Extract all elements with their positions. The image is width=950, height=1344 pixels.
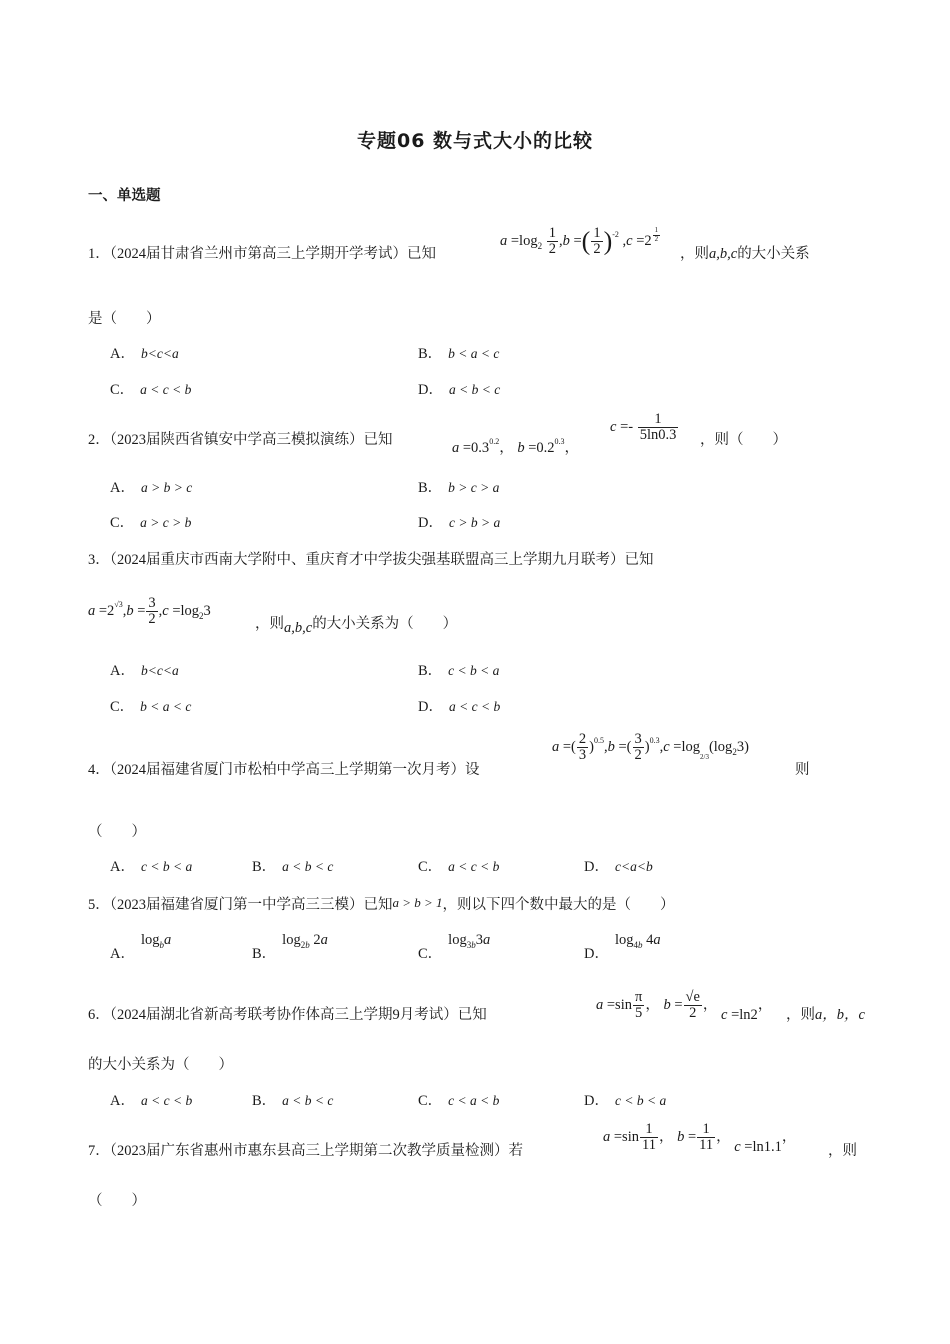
option-value: b < a < c — [140, 699, 192, 714]
text: ，则 — [680, 246, 709, 262]
option-label: B． — [252, 859, 277, 875]
question-source: （2024届重庆市西南大学附中、重庆育才中学拔尖强基联盟高三上学期九月联考）已知 — [109, 552, 654, 568]
option-c[interactable] — [418, 1089, 499, 1110]
text: 的大小关系 — [737, 246, 810, 262]
question-2-tail: ，则（ ） — [700, 432, 787, 448]
option-value: a < b < c — [448, 382, 501, 397]
question-5 — [88, 893, 675, 914]
option-label: A． — [110, 663, 135, 679]
option-value: c < b < a — [614, 1093, 667, 1108]
option-label: B． — [252, 946, 277, 962]
option-value: a < b < c — [282, 1093, 334, 1108]
text: ，则以下四个数中最大的是（ ） — [442, 897, 675, 913]
option-value: b<c<a — [140, 346, 179, 361]
option-value: b < a < c — [448, 346, 500, 361]
option-label: D． — [584, 859, 609, 875]
question-source: （2023届陕西省镇安中学高三模拟演练）已知 — [109, 432, 393, 448]
option-a[interactable] — [110, 1089, 192, 1110]
question-number: 2． — [88, 432, 110, 448]
option-value: c < b < a — [448, 663, 500, 678]
variables: a,b,c — [284, 620, 313, 636]
option-value: b > c > a — [448, 480, 500, 495]
option-label: A． — [110, 1093, 135, 1109]
question-3 — [88, 548, 654, 569]
question-number: 7． — [88, 1143, 110, 1159]
question-7 — [88, 1139, 523, 1160]
option-label: A． — [110, 859, 135, 875]
question-number: 5． — [88, 897, 110, 913]
question-number: 4． — [88, 762, 110, 778]
question-6-formula: a =sin $\frac{\pi}{5}$ ， b = $\frac{√e}{2}$ ， c =ln2， — [596, 989, 773, 1024]
option-d[interactable] — [584, 1089, 666, 1110]
option-value: a > b > c — [140, 480, 193, 495]
question-6 — [88, 1003, 487, 1024]
question-source: （2024届湖北省新高考联考协作体高三上学期9月考试）已知 — [109, 1007, 487, 1023]
option-a[interactable] — [110, 342, 179, 363]
option-label: B． — [418, 480, 443, 496]
option-b[interactable] — [252, 855, 333, 876]
option-value: b<c<a — [140, 663, 179, 678]
option-b[interactable]: B．$\log_{2b} 2a$ — [252, 932, 328, 962]
option-a[interactable] — [110, 659, 179, 680]
question-3-formula: $a =2^{√3},b$ = $\frac{3}{2}$ $,c =\log_23$ — [88, 595, 211, 628]
option-value: a > c > b — [140, 515, 192, 530]
option-label: A． — [110, 480, 135, 496]
variables: a，b，c — [815, 1007, 865, 1023]
option-label: C． — [110, 382, 135, 398]
option-value: c<a<b — [614, 859, 653, 874]
section-heading: 一、单选题 — [88, 188, 161, 204]
option-d[interactable] — [418, 511, 500, 532]
option-c[interactable] — [418, 855, 499, 876]
question-1-formula: $a =\log_2$ $\frac{1}{2}$ ,b =( $\frac{1}{2}$ )$^{-2}$ ,c =2 $^{\frac{1}{2}}$ — [500, 225, 659, 258]
option-b[interactable] — [418, 659, 499, 680]
question-source: （2023届广东省惠州市惠东县高三上学期第二次教学质量检测）若 — [109, 1143, 523, 1159]
text: ，则 — [255, 616, 284, 632]
option-value: a < c < b — [140, 382, 192, 397]
text: 的大小关系为（ ） — [312, 616, 458, 632]
option-a[interactable] — [110, 855, 192, 876]
option-a[interactable]: A．$\log_ba$ — [110, 932, 172, 962]
option-label: C． — [418, 859, 443, 875]
option-label: D． — [418, 382, 443, 398]
option-label: C． — [418, 1093, 443, 1109]
question-6-line2: 的大小关系为（ ） — [88, 1057, 233, 1073]
option-a[interactable] — [110, 476, 192, 497]
question-1-tail — [680, 242, 810, 263]
option-label: D． — [584, 946, 609, 962]
question-4-formula: a =( $\frac{2}{3}$ )$^{0.5}$,b =( $\frac{3}{2}$ )$^{0.3},c =\log_{2/3}(\log_23)$ — [552, 731, 749, 764]
option-value: a < c < b — [448, 859, 500, 874]
option-label: D． — [584, 1093, 609, 1109]
option-label: B． — [418, 663, 443, 679]
option-value: c < a < b — [448, 1093, 500, 1108]
question-1 — [88, 242, 436, 263]
option-d[interactable] — [418, 378, 500, 399]
option-d[interactable] — [418, 695, 500, 716]
option-c[interactable] — [110, 695, 191, 716]
option-label: A． — [110, 946, 135, 962]
option-label: C． — [110, 699, 135, 715]
question-1-line2: 是（ ） — [88, 311, 161, 327]
option-label: D． — [418, 515, 443, 531]
question-7-line2: （ ） — [88, 1193, 146, 1209]
condition: a > b > 1 — [392, 895, 443, 910]
option-c[interactable] — [110, 511, 191, 532]
question-4 — [88, 758, 480, 779]
question-number: 1． — [88, 246, 110, 262]
question-3-tail — [255, 612, 457, 637]
option-label: A． — [110, 346, 135, 362]
variables: a,b,c — [709, 246, 738, 262]
option-c[interactable]: C．$\log_{3b}3a$ — [418, 932, 491, 962]
question-source: （2023届福建省厦门第一中学高三三模）已知 — [109, 897, 393, 913]
option-b[interactable] — [418, 342, 499, 363]
text: ，则 — [786, 1007, 815, 1023]
option-value: a < b < c — [282, 859, 334, 874]
page-title: 专题06 数与式大小的比较 — [356, 130, 594, 152]
option-d[interactable]: D．$\log_{4b} 4a$ — [584, 932, 661, 962]
question-number: 6． — [88, 1007, 110, 1023]
option-b[interactable] — [252, 1089, 333, 1110]
option-value: c < b < a — [140, 859, 193, 874]
option-label: B． — [418, 346, 443, 362]
option-label: D． — [418, 699, 443, 715]
option-value: c > b > a — [448, 515, 501, 530]
question-4-tail: 则 — [795, 762, 810, 778]
option-c[interactable] — [110, 378, 191, 399]
option-value: a < c < b — [448, 699, 501, 714]
question-7-formula: a =sin $\frac{1}{11}$ ， b = $\frac{1}{11}$ ， c =ln1.1， — [603, 1121, 797, 1156]
question-2-formula: $a =0.3^{0.2}$， $b =0.2^{0.3}$， — [452, 437, 579, 456]
option-d[interactable] — [584, 855, 653, 876]
option-label: B． — [252, 1093, 277, 1109]
option-label: C． — [418, 946, 443, 962]
question-2 — [88, 428, 393, 449]
question-source: （2024届福建省厦门市松柏中学高三上学期第一次月考）设 — [109, 762, 480, 778]
question-7-tail: ，则 — [828, 1143, 857, 1159]
option-value: a < c < b — [140, 1093, 193, 1108]
question-2-formula-c: c =- $\frac{1}{5\ln 0.3}$ — [610, 411, 677, 444]
question-source: （2024届甘肃省兰州市第高三上学期开学考试）已知 — [109, 246, 436, 262]
option-b[interactable] — [418, 476, 499, 497]
question-4-line2: （ ） — [88, 824, 146, 840]
question-number: 3． — [88, 552, 110, 568]
question-6-tail — [786, 1003, 865, 1024]
option-label: C． — [110, 515, 135, 531]
